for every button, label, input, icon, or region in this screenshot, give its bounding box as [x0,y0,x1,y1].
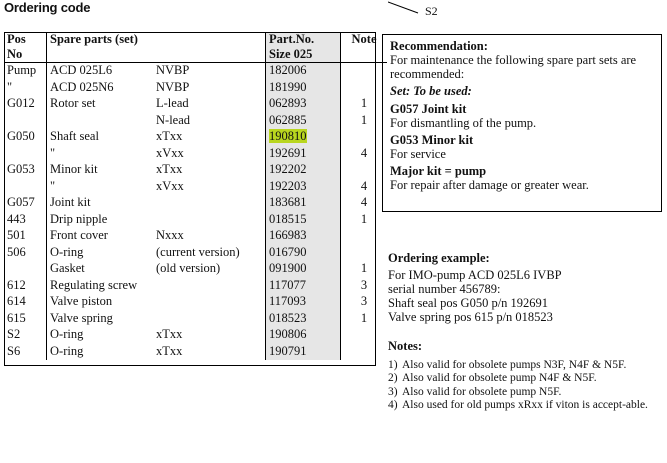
cell-note [341,327,388,344]
cell-pos: S2 [4,327,47,344]
table-row [4,261,387,278]
part-number: 016790 [269,244,307,259]
cell-pos: Pump [4,63,47,80]
recommendation-set-desc: For service [390,147,446,161]
ordering-example-line: For IMO-pump ACD 025L6 IVBP [388,268,562,282]
table-row [4,311,387,328]
part-number: 117077 [269,277,307,292]
note-text: Also valid for obsolete pump N4F & N5F. [402,372,597,384]
table-row [4,96,387,113]
cell-note: 1 [360,96,368,110]
cell-pos: 506 [4,245,47,262]
cell-note: 4 [360,195,368,209]
cell-part-no [266,96,341,113]
cell-note [341,162,388,179]
cell-note [341,129,388,146]
cell-part-no [266,212,341,229]
recommendation-set-name: G057 Joint kit [390,102,467,116]
recommendation-box [382,34,662,212]
part-number: 062893 [269,96,307,110]
table-row [4,179,387,196]
cell-variant: L-lead [153,96,266,113]
cell-part-name: O-ring [50,343,84,358]
note-text: Also valid for obsolete pumps N3F, N4F & N5F. [402,358,627,371]
table-row [4,327,387,344]
cell-part-name: Rotor set [50,96,96,110]
cell-note: 1 [360,310,368,325]
note-item [388,399,663,413]
callout-label: S2 [425,4,438,18]
header-part-no: Part.No. Size 025 [266,32,341,63]
table-row [4,228,387,245]
cell-pos: S6 [4,344,47,361]
cell-variant [153,212,266,229]
table-row [4,146,387,163]
cell-part-no [266,327,341,344]
ordering-example [388,251,562,324]
cell-part-name: Valve piston [50,294,113,308]
cell-pos: G057 [4,195,47,212]
cell-variant: xVxx [153,179,266,196]
cell-part-name: " [50,145,56,160]
cell-variant: (old version) [153,261,266,278]
table-row [4,245,387,262]
table-row [4,344,387,361]
part-number: 190791 [269,343,307,358]
cell-part-name: Shaft seal [50,129,99,143]
cell-part-no [266,261,341,278]
cell-note [341,344,388,361]
part-number: 190806 [269,327,307,341]
cell-part-name: Minor kit [50,162,98,176]
notes-title: Notes: [388,339,423,353]
table-row [4,162,387,179]
cell-part-name: Gasket [50,261,85,275]
page-heading: Ordering code [4,0,91,15]
cell-part-name: Valve spring [50,310,113,325]
cell-part-no [266,63,341,80]
cell-variant: xTxx [153,162,266,179]
header-pos: Pos No [4,32,47,63]
cell-note: 1 [360,211,368,226]
ordering-example-title: Ordering example: [388,251,490,265]
table-row [4,113,387,130]
cell-part-name: Joint kit [50,195,91,209]
cell-part-no [266,162,341,179]
note-item [388,386,663,400]
part-number: 018523 [269,310,307,325]
cell-pos: 614 [4,294,47,311]
cell-variant: NVBP [153,80,266,97]
note-item [388,359,663,373]
cell-part-no [266,146,341,163]
recommendation-set-desc: For dismantling of the pump. [390,116,537,130]
ordering-example-line: serial number 456789: [388,282,501,296]
cell-variant: Nxxx [153,228,266,245]
header-variant [153,32,266,63]
table-row [4,80,387,97]
cell-part-no [266,179,341,196]
note-text: Also valid for obsolete pump N5F. [402,385,562,398]
highlighted-part-number: 190810 [269,129,307,143]
cell-pos [4,179,47,196]
cell-note [341,80,388,97]
note-number: 3) [388,385,398,398]
table-row [4,63,387,80]
cell-part-no [266,278,341,295]
cell-pos [4,113,47,130]
header-spare-parts: Spare parts (set) [47,32,154,63]
cell-part-no [266,344,341,361]
table-header-row [4,32,387,63]
cell-note: 1 [360,112,368,127]
cell-part-no [266,195,341,212]
table-row [4,278,387,295]
cell-part-no [266,113,341,130]
cell-pos: 615 [4,311,47,328]
cell-variant: xVxx [153,146,266,163]
cell-pos: 443 [4,212,47,229]
recommendation-intro: For maintenance the following spare part sets are recommended: [390,53,637,81]
cell-note [341,228,388,245]
spare-parts-table [4,32,387,360]
cell-pos: " [4,80,47,97]
cell-note [341,63,388,80]
cell-part-name: ACD 025N6 [50,79,114,94]
cell-variant [153,311,266,328]
note-item [388,372,663,386]
cell-variant: xTxx [153,129,266,146]
recommendation-set-name: G053 Minor kit [390,133,474,147]
cell-part-name: ACD 025L6 [50,63,113,77]
cell-part-name: " [50,178,56,193]
cell-part-no [266,311,341,328]
cell-pos [4,146,47,163]
note-number: 4) [388,399,398,411]
cell-variant: xTxx [153,344,266,361]
ordering-example-line: Valve spring pos 615 p/n 018523 [388,310,553,324]
part-number: 182006 [269,63,307,77]
cell-variant [153,294,266,311]
table-row [4,212,387,229]
callout-leader-line [388,0,458,20]
part-number: 181990 [269,79,307,94]
cell-note: 3 [360,294,368,308]
cell-variant: xTxx [153,327,266,344]
cell-variant [153,195,266,212]
cell-part-name [47,113,154,130]
cell-note [341,245,388,262]
cell-part-name: Front cover [50,228,108,242]
note-text: Also used for old pumps xRxx if viton is accept-able. [402,399,648,411]
table-row [4,195,387,212]
cell-pos: G053 [4,162,47,179]
cell-note: 4 [360,178,368,193]
cell-part-no [266,80,341,97]
recommendation-title: Recommendation: [390,39,488,53]
part-number: 117093 [269,294,307,308]
cell-pos: G050 [4,129,47,146]
cell-variant: N-lead [153,113,266,130]
part-number: 192203 [269,178,307,193]
notes-section [388,340,663,413]
cell-note: 4 [360,145,368,160]
cell-pos [4,261,47,278]
cell-part-name: O-ring [50,244,84,259]
recommendation-set-name: Major kit = pump [390,164,487,178]
cell-part-no [266,245,341,262]
ordering-example-line: Shaft seal pos G050 p/n 192691 [388,296,549,310]
cell-note: 1 [360,261,368,275]
part-number: 166983 [269,228,307,242]
cell-part-no [266,294,341,311]
table-row [4,294,387,311]
cell-part-name: Drip nipple [50,211,108,226]
cell-part-no [266,228,341,245]
cell-variant [153,278,266,295]
cell-pos: 501 [4,228,47,245]
cell-variant: (current version) [153,245,266,262]
cell-variant: NVBP [153,63,266,80]
part-number: 192691 [269,145,307,160]
part-number: 091900 [269,261,307,275]
note-number: 2) [388,372,398,384]
cell-part-name: Regulating screw [50,277,138,292]
cell-pos: 612 [4,278,47,295]
cell-pos: G012 [4,96,47,113]
cell-note: 3 [360,277,368,292]
part-number: 192202 [269,162,307,176]
cell-part-name: O-ring [50,327,84,341]
part-number: 018515 [269,211,307,226]
part-number: 183681 [269,195,307,209]
header-note: Note [341,32,388,63]
cell-part-no [266,129,341,146]
recommendation-set-desc: For repair after damage or greater wear. [390,178,589,192]
table-row [4,129,387,146]
recommendation-set-header: Set: To be used: [390,84,472,98]
note-number: 1) [388,358,398,371]
part-number: 062885 [269,112,307,127]
